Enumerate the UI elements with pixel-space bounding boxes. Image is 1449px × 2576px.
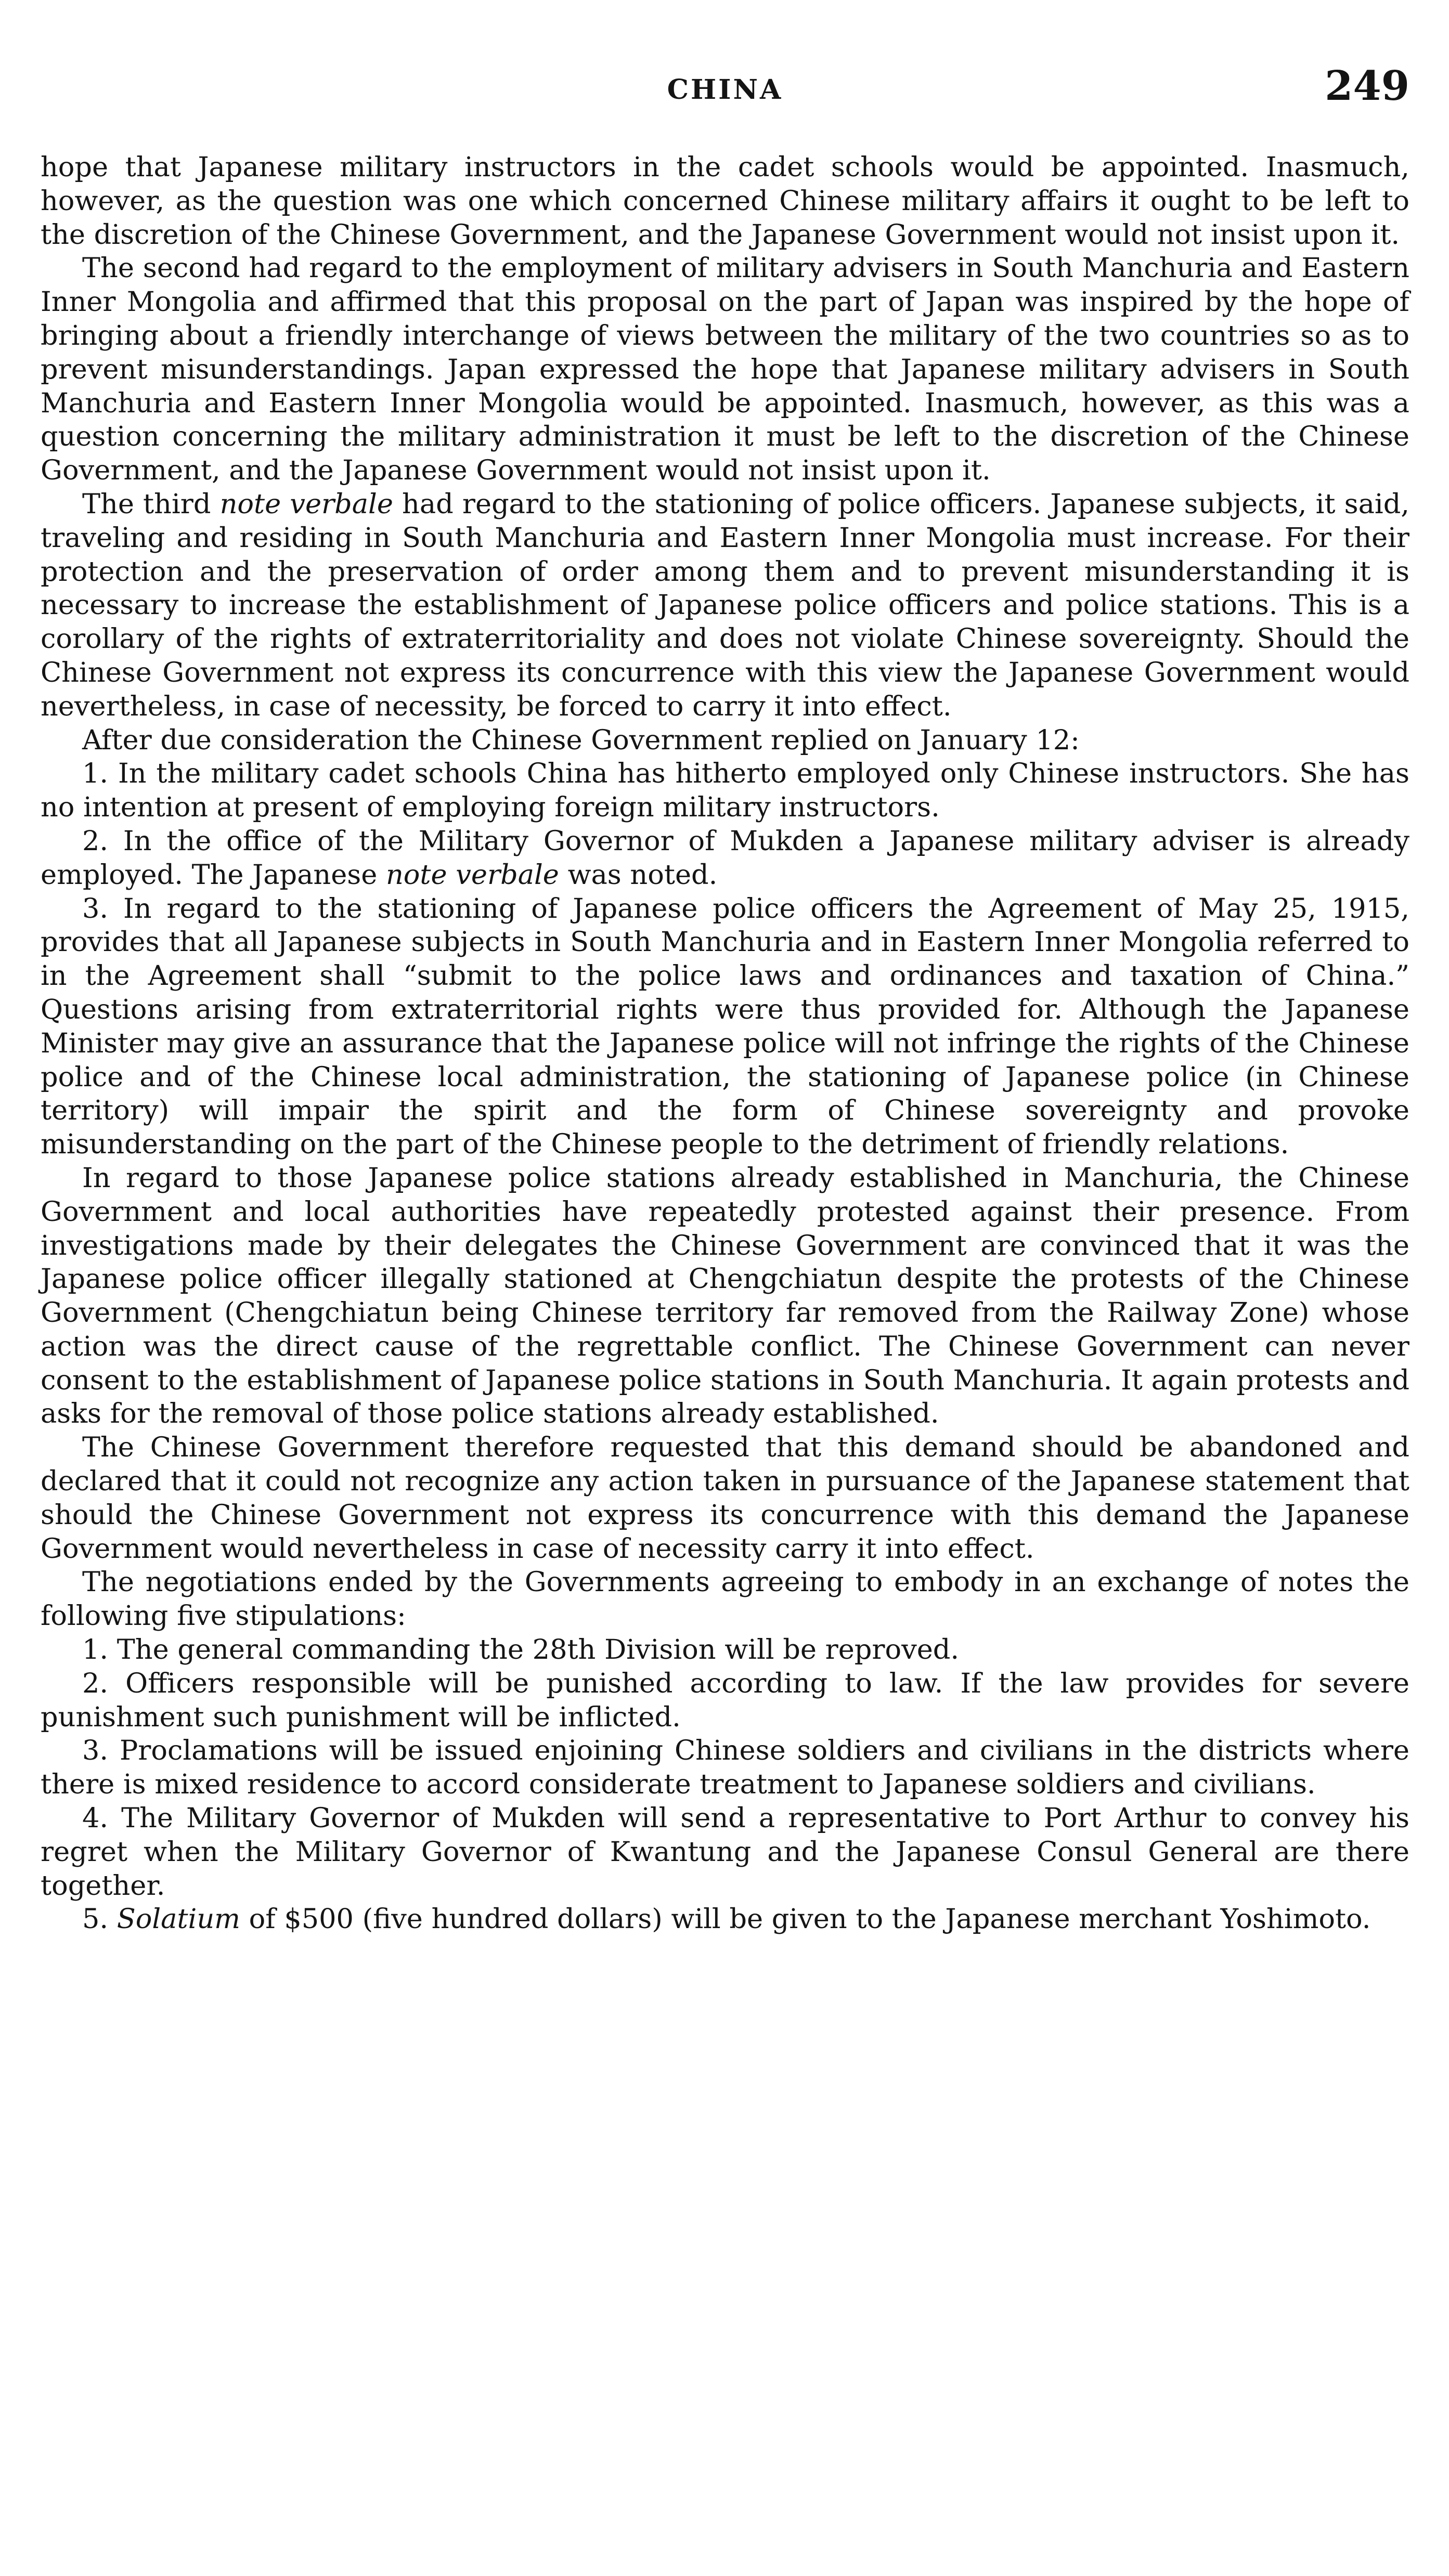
- text-run: The third: [82, 488, 220, 520]
- text-run: 2. Officers responsible will be punished according to law. If the law provides for severe punishment such punishment will be inflicted.: [41, 1667, 1409, 1733]
- text-run: The Chinese Government therefore requested that this demand should be abandoned and declared that it could not recognize any action taken in pursuance of the Japanese statement that should the Chinese Government not express its concurrence with this demand the Japanese Government would nevertheless in case of necessity carry it into effect.: [41, 1432, 1409, 1565]
- body-text: [41, 151, 1409, 1936]
- text-run: In regard to those Japanese police stations already established in Manchuria, the Chinese Government and local authorities have repeatedly protested against their presence. From investigations made by their delegates the Chinese Government are convinced that it was the Japanese police officer illegally stationed at Chengchiatun despite the protests of the Chinese Government (Chengchiatun being Chinese territory far removed from the Railway Zone) whose action was the direct cause of the regrettable conflict. The Chinese Government can never consent to the establishment of Japanese police stations in South Manchuria. It again protests and asks for the removal of those police stations already established.: [41, 1162, 1409, 1430]
- text-run: The second had regard to the employment of military advisers in South Manchuria and Eastern Inner Mongolia and affirmed that this proposal on the part of Japan was inspired by the hope of bringing about a friendly interchange of views between the military of the two countries so as to prevent misunderstandings. Japan expressed the hope that Japanese military advisers in South Manchuria and Eastern Inner Mongolia would be appointed. Inasmuch, however, as this was a question concerning the military administration it must be left to the discretion of the Chinese Government, and the Japanese Government would not insist upon it.: [41, 252, 1409, 487]
- paragraph: [41, 488, 1409, 724]
- italic-phrase: note verbale: [219, 488, 393, 520]
- text-run: hope that Japanese military instructors in the cadet schools would be appointed. Inasmuch, however, as the question was one which concerned Chinese military affairs it ought to be left to the discretion of the Chinese Government, and the Japanese Government would not insist upon it.: [41, 151, 1409, 251]
- paragraph: [41, 757, 1409, 825]
- text-run: 1. In the military cadet schools China has hitherto employed only Chinese instructors. She has no intention at present of employing foreign military instructors.: [41, 758, 1409, 824]
- page-number: 249: [1325, 62, 1409, 110]
- paragraph: [41, 1903, 1409, 1936]
- text-run: had regard to the stationing of police officers. Japanese subjects, it said, traveling and residing in South Manchuria and Eastern Inner Mongolia must increase. For their protection and the preservation of order among them and to prevent misunderstanding it is necessary to increase the establishment of Japanese police officers and police stations. This is a corollary of the rights of extraterritoriality and does not violate Chinese sovereignty. Should the Chinese Government not express its concurrence with this view the Japanese Government would nevertheless, in case of necessity, be forced to carry it into effect.: [41, 488, 1409, 722]
- text-run: was noted.: [559, 858, 718, 891]
- text-run: After due consideration the Chinese Government replied on January 12:: [82, 724, 1080, 756]
- italic-phrase: Solatium: [117, 1903, 240, 1935]
- paragraph: [41, 252, 1409, 488]
- paragraph: [41, 892, 1409, 1162]
- paragraph: [41, 1162, 1409, 1431]
- text-run: 3. In regard to the stationing of Japanese police officers the Agreement of May 25, 1915, provides that all Japanese subjects in South Manchuria and in Eastern Inner Mongolia referred to in the Agreement shall “submit to the police laws and ordinances and taxation of China.” Questions arising from extraterritorial rights were thus provided for. Although the Japanese Minister may give an assurance that the Japanese police will not infringe the rights of the Chinese police and of the Chinese local administration, the stationing of Japanese police (in Chinese territory) will impair the spirit and the form of Chinese sovereignty and provoke misunderstanding on the part of the Chinese people to the detriment of friendly relations.: [41, 892, 1409, 1161]
- paragraph: [41, 1802, 1409, 1903]
- paragraph: [41, 1667, 1409, 1735]
- paragraph: [41, 1431, 1409, 1566]
- document-page: [41, 62, 1409, 1936]
- paragraph: [41, 724, 1409, 758]
- paragraph: [41, 151, 1409, 252]
- text-run: 4. The Military Governor of Mukden will send a representative to Port Arthur to convey his regret when the Military Governor of Kwantung and the Japanese Consul General are there together.: [41, 1802, 1409, 1902]
- text-run: The negotiations ended by the Governments agreeing to embody in an exchange of notes the following five stipulations:: [41, 1566, 1409, 1632]
- text-run: 1. The general commanding the 28th Division will be reproved.: [82, 1634, 960, 1666]
- paragraph: [41, 1734, 1409, 1802]
- paragraph: [41, 1566, 1409, 1633]
- text-run: of $500 (five hundred dollars) will be given to the Japanese merchant Yoshimoto.: [240, 1903, 1371, 1935]
- paragraph: [41, 825, 1409, 892]
- text-run: 2. In the office of the Military Governor of Mukden a Japanese military adviser is already employed. The Japanese: [41, 825, 1409, 891]
- running-head: [41, 62, 1409, 120]
- paragraph: [41, 1633, 1409, 1667]
- italic-phrase: note verbale: [386, 858, 559, 891]
- running-title: CHINA: [667, 74, 783, 106]
- text-run: 5.: [82, 1903, 117, 1935]
- text-run: 3. Proclamations will be issued enjoining Chinese soldiers and civilians in the districts where there is mixed residence to accord considerate treatment to Japanese soldiers and civilians.: [41, 1735, 1409, 1801]
